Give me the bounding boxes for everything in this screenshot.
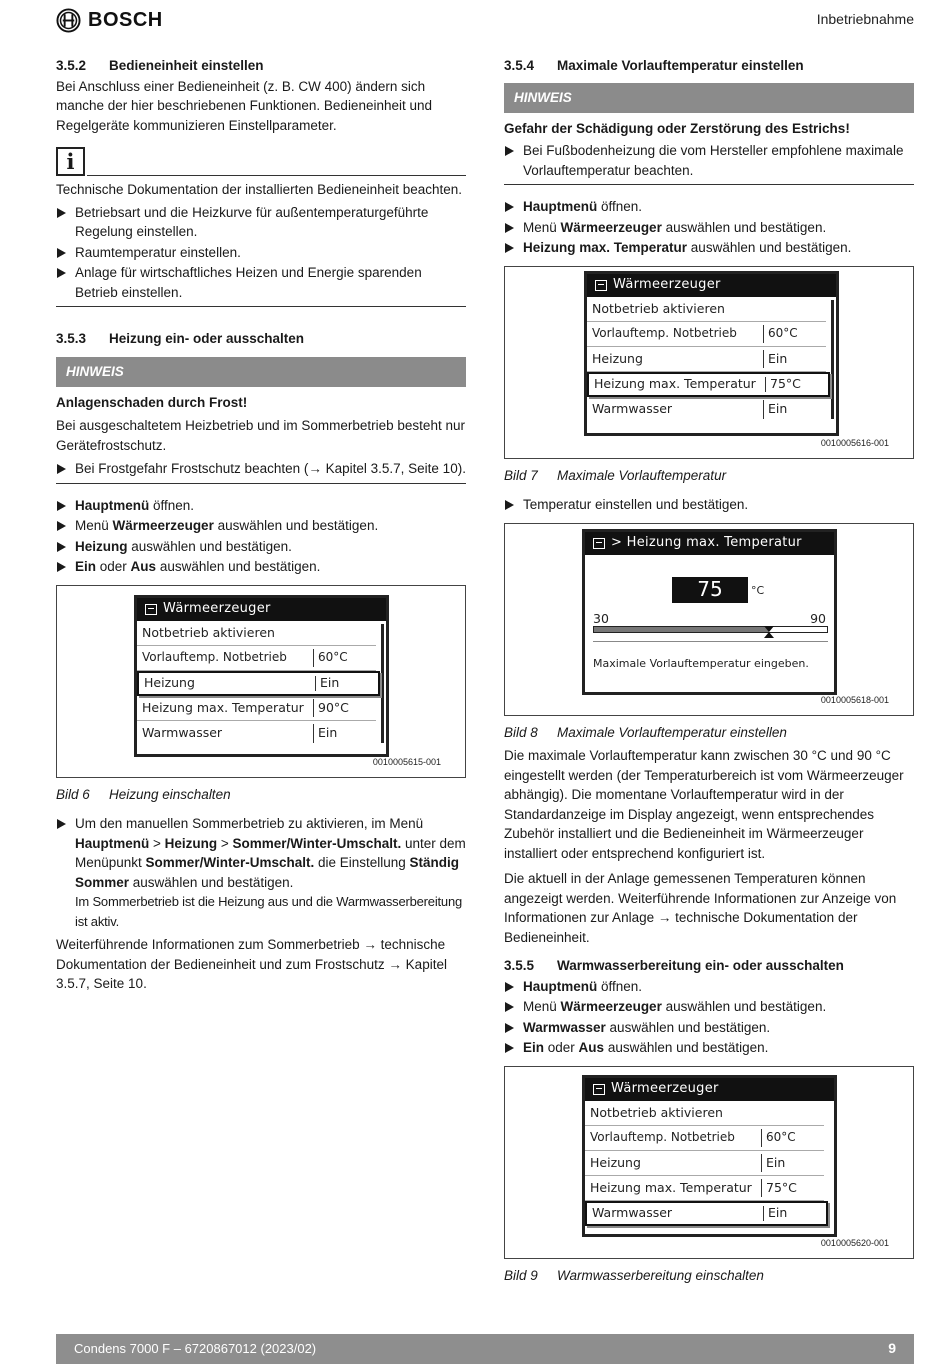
slider-min-label: 30 [593, 610, 609, 626]
menu-item[interactable]: Vorlauftemp. Notbetrieb 60°C [587, 322, 826, 347]
figure-7-caption: Bild 7 Maximale Vorlauftemperatur [504, 467, 727, 483]
figure-7 [504, 266, 914, 459]
display-screen [584, 271, 839, 436]
display-screen [582, 529, 837, 695]
paragraph: Die maximale Vorlauftemperatur kann zwischen 30 °C und 90 °C eingestellt werden (der Temperaturbereich ist vom Wärmeerzeuger abhängig). Die momentane Vorlauftemperatur wird in der Standardanzeige im Display angezeigt, wenn entsprechendes Zubehör installiert und die Bedieneinheit im Wärmeerzeuger installiert oder entsprechend konfiguriert ist. [504, 748, 904, 861]
menu-item[interactable]: Heizung Ein [585, 1151, 824, 1176]
section-3-5-5-heading: 3.5.5 Warmwasserbereitung ein- oder ausschalten [504, 958, 844, 973]
menu-item[interactable]: Vorlauftemp. Notbetrieb 60°C [137, 646, 376, 671]
list-item: Menü Wärmeerzeuger auswählen und bestätigen. [504, 218, 914, 238]
menu-icon [593, 538, 605, 549]
right-column [504, 56, 914, 1295]
further-info: Weiterführende Informationen zum Sommerbetrieb → technische Dokumentation der Bedieneinheit und zum Frostschutz → Kapitel 3.5.7, Seite 10. [56, 937, 447, 991]
temperature-value[interactable]: 75 [672, 577, 748, 603]
list-item: Hauptmenü öffnen. [56, 496, 466, 516]
info-note [56, 147, 466, 176]
menu-item[interactable]: Notbetrieb aktivieren [585, 1101, 824, 1126]
slider-thumb[interactable] [764, 624, 774, 636]
list-item: Hauptmenü öffnen. [504, 197, 914, 217]
screen-title: Wärmeerzeuger [587, 274, 836, 297]
summer-steps [56, 814, 466, 931]
brand-name: BOSCH [88, 8, 163, 31]
notice-banner: HINWEIS [56, 357, 466, 387]
screen-title: > Heizung max. Temperatur [585, 532, 834, 555]
menu-item[interactable]: Notbetrieb aktivieren [587, 297, 826, 322]
info-steps-block [56, 203, 466, 308]
figure-8 [504, 523, 914, 716]
notice-banner: HINWEIS [504, 83, 914, 113]
list-item: Menü Wärmeerzeuger auswählen und bestätigen. [504, 997, 914, 1017]
menu-icon [593, 1084, 605, 1095]
menu-item-selected[interactable]: Heizung Ein [137, 671, 380, 696]
info-note-text: Technische Dokumentation der installierten Bedieneinheit beachten. [56, 182, 463, 197]
temperature-slider[interactable] [593, 626, 828, 633]
chapter-title: Inbetriebnahme [816, 11, 914, 27]
info-icon: i [56, 147, 85, 176]
menu-item[interactable]: Heizung Ein [587, 347, 826, 372]
bosch-logo [56, 8, 163, 33]
menu-item[interactable]: Warmwasser Ein [587, 397, 826, 422]
slider-max-label: 90 [810, 610, 826, 626]
menu-item[interactable]: Warmwasser Ein [137, 721, 376, 746]
paragraph: Die aktuell in der Anlage gemessenen Temperaturen können angezeigt werden. Weiterführende Informationen zur Anzeige von Informationen zur Anlage → technische Dokumentation der Bedieneinheit. [504, 871, 897, 945]
list-item: Anlage für wirtschaftliches Heizen und Energie sparenden Betrieb einstellen. [56, 263, 466, 302]
menu-item[interactable]: Notbetrieb aktivieren [137, 621, 376, 646]
screen-title: Wärmeerzeuger [585, 1078, 834, 1101]
menu-list [137, 621, 386, 746]
slider-fill [594, 627, 769, 632]
figure-8-caption: Bild 8 Maximale Vorlauftemperatur einstellen [504, 724, 787, 740]
list-item: Hauptmenü öffnen. [504, 977, 914, 997]
image-code: 0010005616-001 [820, 438, 889, 448]
notice-steps-block [504, 141, 914, 185]
list-item: Betriebsart und die Heizkurve für außentemperaturgeführte Regelung einstellen. [56, 203, 466, 242]
display-screen [582, 1075, 837, 1237]
temp-steps [504, 495, 914, 515]
menu-item-selected[interactable]: Heizung max. Temperatur 75°C [587, 372, 830, 397]
list-item: Um den manuellen Sommerbetrieb zu aktivieren, im Menü Hauptmenü > Heizung > Sommer/Winter-Umschalt. unter dem Menüpunkt Sommer/Winter-Umschalt. die Einstellung Ständig Sommer auswählen und bestätigen. Im Sommerbetrieb ist die Heizung aus und die Warmwasserbereitung ist aktiv. [56, 814, 466, 931]
list-item: Bei Frostgefahr Frostschutz beachten (→ Kapitel 3.5.7, Seite 10). [56, 459, 466, 479]
list-item: Ein oder Aus auswählen und bestätigen. [504, 1038, 914, 1058]
bosch-armature-icon [56, 8, 81, 33]
screen-title: Wärmeerzeuger [137, 598, 386, 621]
menu-item-selected[interactable]: Warmwasser Ein [585, 1201, 828, 1226]
list-item: Raumtemperatur einstellen. [56, 243, 466, 263]
section-3-5-2-intro: Bei Anschluss einer Bedieneinheit (z. B. CW 400) ändern sich manche der hier beschriebenen Funktionen. Bedieneinheit und Regelgeräte kommunizieren Einstellparameter. [56, 78, 433, 133]
maxtemp-steps [504, 197, 914, 258]
list-item: Ein oder Aus auswählen und bestätigen. [56, 557, 466, 577]
notice-title: Gefahr der Schädigung oder Zerstörung des Estrichs! [504, 120, 850, 136]
image-code: 0010005618-001 [820, 695, 889, 705]
scrollbar [831, 300, 834, 419]
notice-steps-block [56, 459, 466, 484]
menu-item[interactable]: Vorlauftemp. Notbetrieb 60°C [585, 1126, 824, 1151]
left-column [56, 56, 466, 1000]
notice-title: Anlagenschaden durch Frost! [56, 394, 248, 410]
list-item: Warmwasser auswählen und bestätigen. [504, 1018, 914, 1038]
notice-text: Bei ausgeschaltetem Heizbetrieb und im Sommerbetrieb besteht nur Gerätefrostschutz. [56, 418, 465, 453]
divider [87, 175, 466, 176]
figure-9-caption: Bild 9 Warmwasserbereitung einschalten [504, 1267, 764, 1283]
heating-steps [56, 496, 466, 577]
menu-icon [595, 280, 607, 291]
divider [593, 641, 828, 642]
list-item: Bei Fußbodenheizung die vom Hersteller empfohlene maximale Vorlauftemperatur beachten. [504, 141, 914, 180]
menu-list [585, 1101, 834, 1226]
image-code: 0010005620-001 [820, 1238, 889, 1248]
warmwater-steps [504, 977, 914, 1058]
temperature-unit: °C [751, 583, 765, 597]
page-footer [56, 1334, 914, 1364]
section-3-5-2-heading: 3.5.2 Bedieneinheit einstellen [56, 58, 264, 73]
list-item: Heizung max. Temperatur auswählen und bestätigen. [504, 238, 914, 258]
page-number: 9 [888, 1340, 896, 1357]
screen-hint: Maximale Vorlauftemperatur eingeben. [593, 656, 809, 670]
scrollbar [381, 624, 384, 743]
display-screen [134, 595, 389, 757]
figure-6 [56, 585, 466, 778]
menu-list [587, 297, 836, 422]
list-item: Menü Wärmeerzeuger auswählen und bestätigen. [56, 516, 466, 536]
image-code: 0010005615-001 [372, 757, 441, 767]
figure-9 [504, 1066, 914, 1259]
list-item: Heizung auswählen und bestätigen. [56, 537, 466, 557]
document-id: Condens 7000 F – 6720867012 (2023/02) [74, 1341, 317, 1357]
menu-item[interactable]: Heizung max. Temperatur 75°C [585, 1176, 824, 1201]
list-item: Temperatur einstellen und bestätigen. [504, 495, 914, 515]
section-3-5-3-heading: 3.5.3 Heizung ein- oder ausschalten [56, 331, 305, 346]
menu-item[interactable]: Heizung max. Temperatur 90°C [137, 696, 376, 721]
figure-6-caption: Bild 6 Heizung einschalten [56, 786, 231, 802]
section-3-5-4-heading: 3.5.4 Maximale Vorlauftemperatur einstellen [504, 58, 804, 73]
menu-icon [145, 604, 157, 615]
